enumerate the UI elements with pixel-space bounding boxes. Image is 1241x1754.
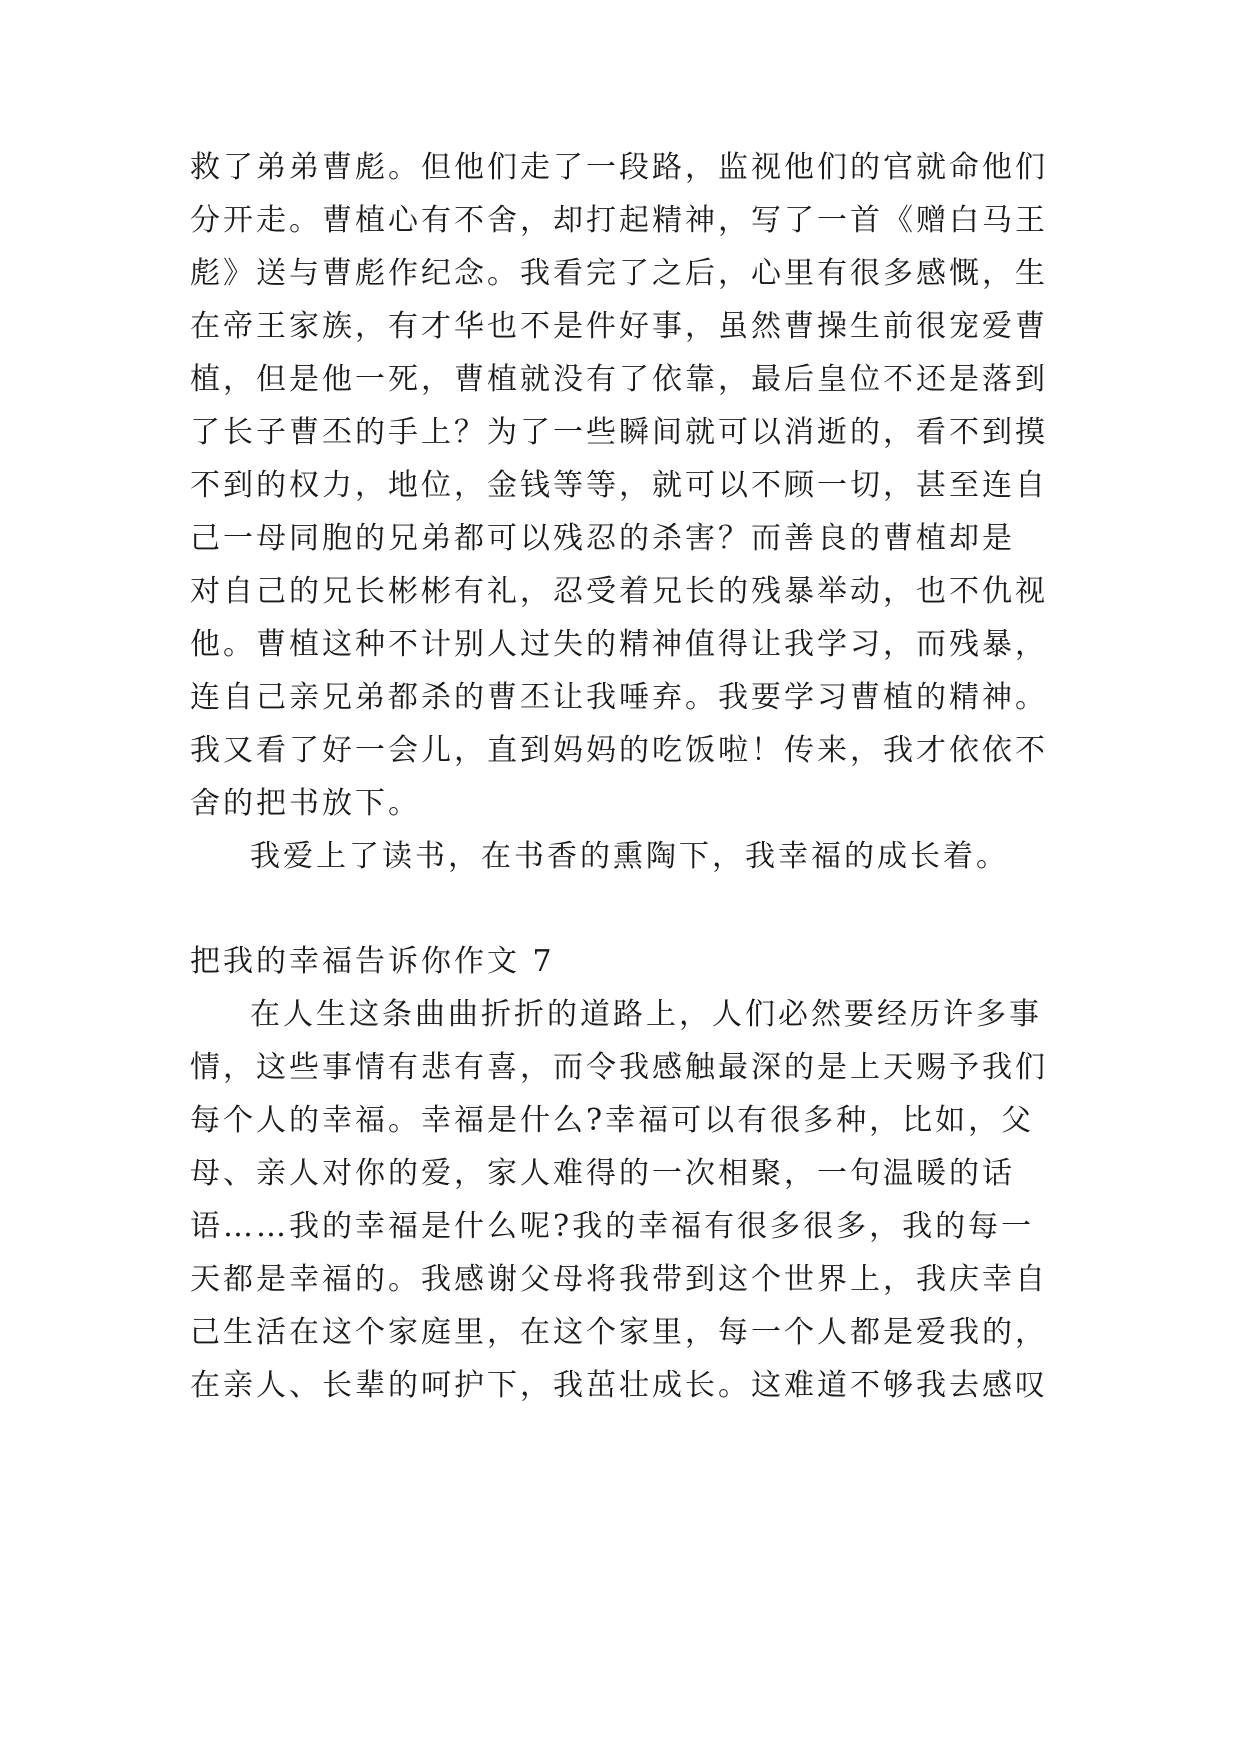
- paragraph-line: 对自己的兄长彬彬有礼，忍受着兄长的残暴举动，也不仇视: [190, 574, 1048, 609]
- paragraph-line: 植，但是他一死，曹植就没有了依靠，最后皇位不还是落到: [190, 362, 1048, 397]
- paragraph-line: 他。曹植这种不计别人过失的精神值得让我学习，而残暴，: [190, 627, 1048, 662]
- paragraph-line: 每个人的幸福。幸福是什么?幸福可以有很多种，比如，父: [190, 1103, 1035, 1138]
- paragraph-line: 己一母同胞的兄弟都可以残忍的杀害？而善良的曹植却是: [190, 521, 1015, 556]
- paragraph-line: 不到的权力，地位，金钱等等，就可以不顾一切，甚至连自: [190, 468, 1048, 503]
- paragraph-line: 在帝王家族，有才华也不是件好事，虽然曹操生前很宠爱曹: [190, 309, 1048, 344]
- paragraph-line: 连自己亲兄弟都杀的曹丕让我唾弃。我要学习曹植的精神。: [190, 680, 1048, 715]
- paragraph-line: 情，这些事情有悲有喜，而令我感触最深的是上天赐予我们: [190, 1050, 1048, 1085]
- paragraph-line: 了长子曹丕的手上？为了一些瞬间就可以消逝的，看不到摸: [190, 415, 1048, 450]
- paragraph-line: 我又看了好一会儿，直到妈妈的吃饭啦！传来，我才依依不: [190, 733, 1048, 768]
- section-title: 把我的幸福告诉你作文 7: [190, 944, 555, 979]
- paragraph-line: 舍的把书放下。: [190, 786, 421, 821]
- paragraph-line: 己生活在这个家庭里，在这个家里，每一个人都是爱我的，: [190, 1315, 1048, 1350]
- paragraph-line: 分开走。曹植心有不舍，却打起精神，写了一首《赠白马王: [190, 203, 1048, 238]
- paragraph-line: 在亲人、长辈的呵护下，我茁壮成长。这难道不够我去感叹: [190, 1368, 1048, 1403]
- closing-paragraph: 我爱上了读书，在书香的熏陶下，我幸福的成长着。: [250, 839, 1009, 874]
- paragraph-line: 母、亲人对你的爱，家人难得的一次相聚，一句温暖的话: [190, 1156, 1015, 1191]
- paragraph-line: 天都是幸福的。我感谢父母将我带到这个世界上，我庆幸自: [190, 1262, 1048, 1297]
- paragraph-line: 语……我的幸福是什么呢?我的幸福有很多很多，我的每一: [190, 1209, 1035, 1244]
- paragraph-line: 在人生这条曲曲折折的道路上，人们必然要经历许多事: [250, 997, 1042, 1032]
- paragraph-line: 彪》送与曹彪作纪念。我看完了之后，心里有很多感慨，生: [190, 256, 1048, 291]
- paragraph-line: 救了弟弟曹彪。但他们走了一段路，监视他们的官就命他们: [190, 150, 1048, 185]
